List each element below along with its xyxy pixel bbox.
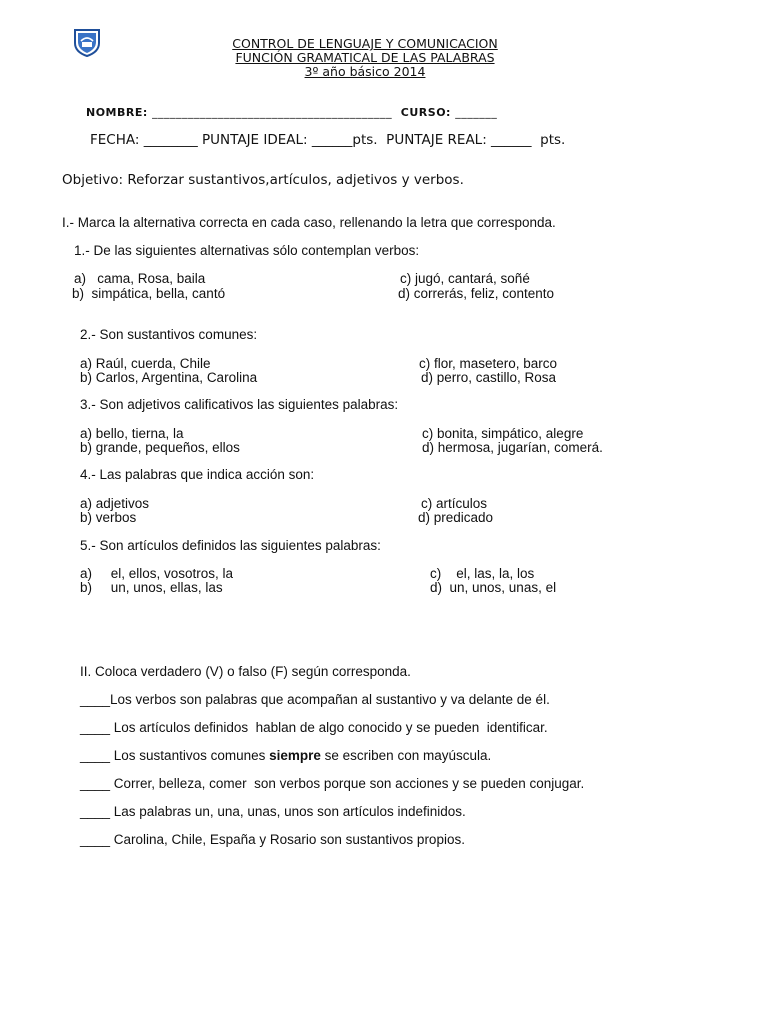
- q2-option-d: d) perro, castillo, Rosa: [421, 370, 557, 385]
- q4-option-a: a) adjetivos: [80, 496, 150, 511]
- q1-option-d: d) correrás, feliz, contento: [398, 286, 555, 301]
- q5-option-b: b) un, unos, ellas, las: [80, 580, 223, 595]
- tf-item-3: [80, 748, 491, 763]
- curso-blank: _______: [455, 106, 498, 119]
- puntaje-real-blank: ______: [491, 132, 532, 148]
- header-subtitle: FUNCIÓN GRAMATICAL DE LAS PALABRAS: [235, 50, 495, 65]
- q2-option-b: b) Carlos, Argentina, Carolina: [80, 370, 258, 385]
- question-2: 2.- Son sustantivos comunes:: [80, 327, 258, 342]
- nombre-row: [86, 106, 497, 119]
- puntaje-real-label: PUNTAJE REAL:: [386, 132, 487, 148]
- tf-item-5: ____ Las palabras un, una, unas, unos son artículos indefinidos.: [80, 804, 466, 819]
- puntaje-ideal-label: PUNTAJE IDEAL:: [202, 132, 308, 148]
- tf-item-4: ____ Correr, belleza, comer son verbos porque son acciones y se pueden conjugar.: [80, 776, 585, 791]
- question-4: 4.- Las palabras que indica acción son:: [80, 467, 315, 482]
- objetivo-text: Objetivo: Reforzar sustantivos,artículos, adjetivos y verbos: [62, 172, 460, 188]
- tf-item-3-pre: ____ Los sustantivos comunes: [80, 748, 270, 763]
- question-1: 1.- De las siguientes alternativas sólo contemplan verbos:: [74, 243, 420, 258]
- q3-option-a: a) bello, tierna, la: [80, 426, 184, 441]
- q1-option-a: a) cama, Rosa, baila: [74, 271, 206, 286]
- tf-item-2: ____ Los artículos definidos hablan de algo conocido y se pueden identificar.: [80, 720, 548, 735]
- question-3: 3.- Son adjetivos calificativos las siguientes palabras:: [80, 397, 399, 412]
- fecha-label: FECHA:: [90, 132, 140, 148]
- header-title: CONTROL DE LENGUAJE Y COMUNICACION: [232, 36, 498, 51]
- q3-option-d: d) hermosa, jugarían, comerá.: [422, 440, 603, 455]
- q5-option-d: d) un, unos, unas, el: [430, 580, 557, 595]
- section2-instruction: II. Coloca verdadero (V) o falso (F) según corresponda.: [80, 664, 411, 679]
- q1-option-c: c) jugó, cantará, soñé: [400, 271, 530, 286]
- q3-option-b: b) grande, pequeños, ellos: [80, 440, 240, 455]
- puntaje-real-unit: pts.: [540, 132, 566, 148]
- tf-item-6: ____ Carolina, Chile, España y Rosario son sustantivos propios.: [80, 832, 465, 847]
- objetivo: Objetivo: Reforzar sustantivos,artículos, adjetivos y verbos.: [62, 172, 464, 188]
- nombre-blank: ________________________________________: [152, 106, 393, 119]
- curso-label: CURSO:: [400, 106, 451, 119]
- q3-option-c: c) bonita, simpático, alegre: [422, 426, 584, 441]
- q4-option-c: c) artículos: [421, 496, 488, 511]
- q5-option-c: c) el, las, la, los: [430, 566, 535, 581]
- header-year: 3º año básico 2014: [304, 64, 426, 79]
- fecha-row: [90, 132, 565, 148]
- question-5: 5.- Son artículos definidos las siguientes palabras:: [80, 538, 381, 553]
- tf-item-1: ____Los verbos son palabras que acompañan al sustantivo y va delante de él.: [80, 692, 550, 707]
- q5-option-a: a) el, ellos, vosotros, la: [80, 566, 234, 581]
- fecha-blank: ________: [143, 132, 198, 148]
- tf-item-3-post: se escriben con mayúscula.: [320, 748, 492, 763]
- puntaje-ideal-blank: ______pts.: [311, 132, 378, 148]
- q2-option-c: c) flor, masetero, barco: [419, 356, 558, 371]
- q4-option-b: b) verbos: [80, 510, 137, 525]
- q1-option-b: b) simpática, bella, cantó: [72, 286, 226, 301]
- section1-instruction: I.- Marca la alternativa correcta en cada caso, rellenando la letra que corresponda.: [62, 215, 556, 230]
- nombre-label: NOMBRE:: [86, 106, 148, 119]
- tf-item-3-emphasis: siempre: [269, 748, 321, 763]
- q2-option-a: a) Raúl, cuerda, Chile: [80, 356, 211, 371]
- q4-option-d: d) predicado: [418, 510, 494, 525]
